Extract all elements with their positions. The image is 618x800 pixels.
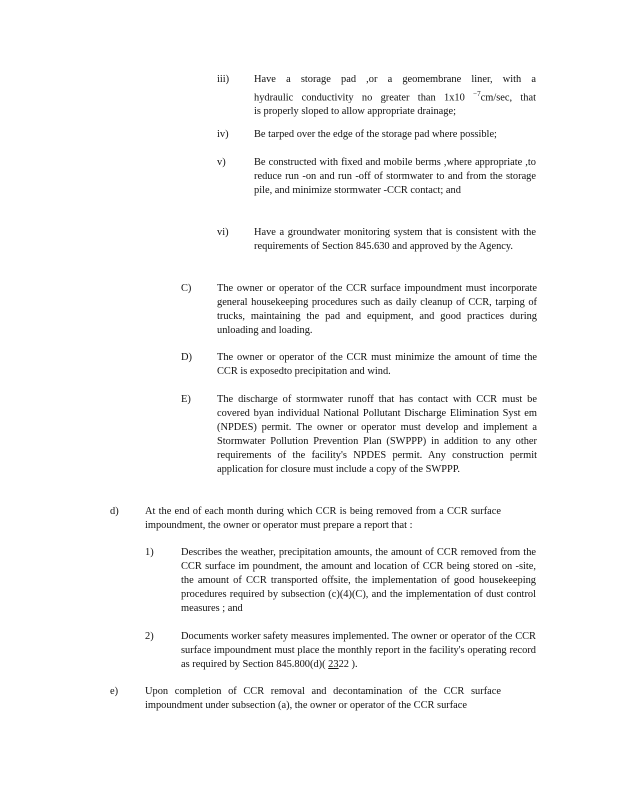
- item-text: The owner or operator of the CCR must minimize the amount of time the CCR is exposedto precipitation and wind.: [217, 352, 537, 377]
- item-label: 1): [145, 547, 154, 558]
- subitem-text: Be constructed with fixed and mobile berms ,where appropriate ,to reduce run -on and run -off of stormwater to and from the storage pile, and minimize stormwater -CCR contact; and: [254, 157, 536, 196]
- subitem-text: Have a groundwater monitoring system that is consistent with the requirements of Section 845.630 and approved by the Agency.: [254, 227, 536, 252]
- subitem-line: [254, 87, 536, 105]
- exponent: −7: [473, 90, 481, 98]
- subitem-label: iii): [217, 74, 230, 85]
- text-run: cm/sec, that: [480, 92, 536, 104]
- text-run: hydraulic conductivity no greater than 1x10: [254, 92, 474, 104]
- item-text: The owner or operator of the CCR surface impoundment must incorporate general housekeeping procedures such as daily cleanup of CCR, tarping of trucks, maintaining the pad and equipment, and good practices during unloading and loading.: [217, 283, 537, 336]
- subitem-label: v): [217, 157, 226, 168]
- section-label: d): [110, 506, 119, 517]
- item-label: D): [181, 352, 192, 363]
- section-text: Upon completion of CCR removal and decontamination of the CCR surface impoundment under subsection (a), the owner or operator of the CCR surface: [145, 686, 501, 711]
- item-text: [181, 630, 536, 672]
- item-text: The discharge of stormwater runoff that has contact with CCR must be covered byan individual National Pollutant Discharge Elimination Syst em (NPDES) permit. The owner or operator must develop and implement a Stormwater Pollution Prevention Plan (SWPPP) in addition to any other requirements of the facility's NPDES permit. Any construction permit application for closure must include a copy of the SWPPP.: [217, 394, 537, 475]
- subitem-line: Have a storage pad ,or a geomembrane liner, with a: [254, 74, 536, 85]
- section-text: At the end of each month during which CCR is being removed from a CCR surface impoundment, the owner or operator must prepare a report that :: [145, 506, 501, 531]
- underlined-insertion: 23: [328, 659, 339, 670]
- subitem-line: is properly sloped to allow appropriate drainage;: [254, 106, 456, 118]
- item-text: Describes the weather, precipitation amounts, the amount of CCR removed from the CCR surface im poundment, the amount and location of CCR being stored on -site, the amount of CCR transported offsite, the implementation of good housekeeping procedures required by subsection (c)(4)(C), and the implementation of dust control measures ; and: [181, 547, 536, 614]
- item-label: 2): [145, 631, 154, 642]
- text-run: 22 ).: [338, 659, 358, 670]
- section-label: e): [110, 686, 119, 697]
- subitem-text: Be tarped over the edge of the storage pad where possible;: [254, 129, 497, 140]
- item-label: C): [181, 283, 192, 294]
- subitem-text: [254, 73, 536, 119]
- text-run: Documents worker safety measures implemented. The owner or operator of the CCR surface impoundment must place the monthly report in the facility's operating record as required by Section 845.800(d)(: [181, 631, 536, 670]
- item-label: E): [181, 394, 191, 405]
- subitem-label: vi): [217, 227, 229, 238]
- subitem-label: iv): [217, 129, 229, 140]
